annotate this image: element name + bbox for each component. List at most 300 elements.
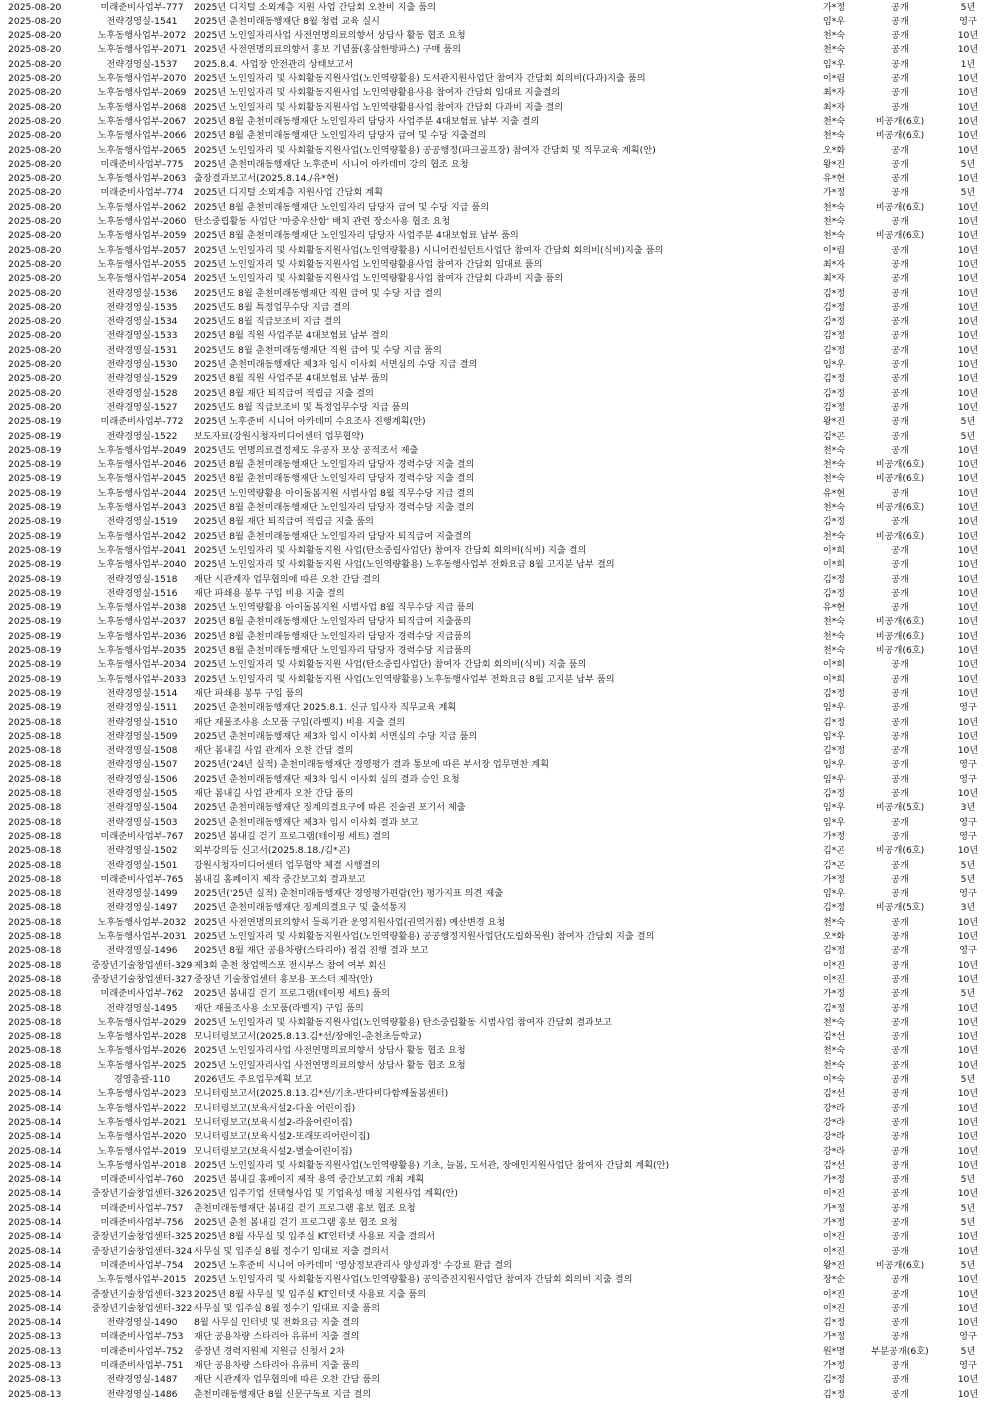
doc-number: 노후동행사업부-2060 — [97, 216, 187, 227]
doc-number: 노후동행사업부-2065 — [97, 144, 187, 156]
doc-retention: 10년 — [957, 716, 979, 728]
doc-title: 2025년 디지털 소외계층 지원사업 간담회 계획 — [194, 187, 383, 199]
table-row — [0, 1359, 1000, 1373]
doc-title: 강원시청자미디어센터 업무협약 체결 시행결의 — [194, 859, 381, 871]
doc-date: 2025-08-18 — [8, 730, 62, 742]
doc-retention: 10년 — [957, 115, 979, 127]
doc-retention: 영구 — [959, 830, 977, 842]
table-row — [0, 1159, 1000, 1173]
doc-title: 2025년 노인일자리 및 사회활동지원사업(노인역량활용) 공공행정지원사업단(도립화목원) 참여자 간담회 지출 결의 — [194, 931, 655, 942]
doc-retention: 10년 — [957, 30, 979, 42]
doc-retention: 5년 — [960, 430, 976, 442]
doc-title: 2025년 노인일자리 및 사회활동지원사업(노인역량활용) 시니어컨설턴트사업단 참여자 간담회 회의비(식비)지출 품의 — [194, 244, 664, 256]
doc-author: 김*정 — [822, 516, 846, 528]
table-row — [0, 1173, 1000, 1187]
doc-number: 중장년기술창업센터-323 — [91, 1288, 193, 1300]
doc-retention: 10년 — [957, 959, 979, 971]
doc-title: 2025년 춘천 봄내길 걷기 프로그램 홍보 협조 요청 — [194, 1217, 398, 1228]
doc-author: 왕*진 — [822, 416, 846, 428]
table-row — [0, 959, 1000, 973]
doc-author: 이*희 — [822, 673, 846, 685]
table-row — [0, 272, 1000, 286]
doc-retention: 5년 — [960, 1217, 976, 1228]
doc-date: 2025-08-19 — [8, 645, 62, 656]
doc-author: 이*희 — [822, 659, 846, 671]
doc-date: 2025-08-18 — [8, 1016, 62, 1028]
doc-date: 2025-08-13 — [8, 1388, 62, 1400]
doc-author: 임*우 — [822, 802, 846, 814]
doc-number: 중장년기술창업센터-325 — [91, 1231, 193, 1243]
doc-number: 전략경영실-1502 — [106, 845, 178, 857]
doc-disclosure: 공개 — [891, 187, 909, 199]
doc-title: 2025년 8월 춘천미래동행재단 노인일자리 담당자 경력수당 지출 결의 — [194, 459, 475, 471]
doc-title: 2025년 8월 재단 공용차량(스타리아) 점검 진행 결과 보고 — [194, 945, 429, 957]
doc-disclosure: 공개 — [891, 587, 909, 599]
doc-disclosure: 공개 — [891, 516, 909, 528]
doc-date: 2025-08-19 — [8, 687, 62, 699]
doc-disclosure: 공개 — [891, 273, 909, 285]
doc-title: 2025년 춘천미래동행재단 제3차 임시 이사회 결과 보고 — [194, 816, 419, 828]
table-row — [0, 430, 1000, 444]
doc-retention: 5년 — [960, 1074, 976, 1085]
doc-author: 김*정 — [822, 788, 846, 799]
doc-author: 천*숙 — [822, 459, 846, 471]
table-row — [0, 129, 1000, 143]
doc-disclosure: 공개 — [891, 316, 909, 328]
doc-author: 천*숙 — [822, 216, 846, 227]
doc-retention: 10년 — [957, 459, 979, 471]
doc-author: 임*우 — [822, 15, 846, 27]
doc-retention: 10년 — [957, 516, 979, 528]
doc-number: 미래준비사업부-762 — [100, 988, 184, 1000]
doc-retention: 10년 — [957, 73, 979, 84]
doc-disclosure: 공개 — [891, 344, 909, 356]
doc-retention: 10년 — [957, 373, 979, 385]
doc-retention: 10년 — [957, 316, 979, 328]
doc-number: 노후동행사업부-2023 — [97, 1088, 187, 1100]
table-row — [0, 558, 1000, 572]
doc-number: 노후동행사업부-2020 — [97, 1131, 187, 1143]
table-row — [0, 844, 1000, 858]
doc-author: 천*숙 — [822, 1059, 846, 1071]
doc-author: 이*진 — [822, 1302, 846, 1314]
doc-retention: 영구 — [959, 816, 977, 828]
table-row — [0, 744, 1000, 758]
doc-title: 재단 봄내길 사업 관계자 오찬 간담 결의 — [194, 745, 354, 757]
doc-title: 모니터링보고(보육시설2-라움어린이집) — [194, 1116, 353, 1128]
doc-disclosure: 공개 — [891, 359, 909, 370]
doc-number: 전략경영실-1510 — [106, 716, 178, 728]
doc-date: 2025-08-13 — [8, 1360, 62, 1371]
doc-date: 2025-08-19 — [8, 416, 62, 428]
doc-title: 사무실 및 입주실 8월 정수기 임대료 지출 결의서 — [194, 1245, 389, 1257]
doc-author: 가*정 — [822, 1202, 846, 1214]
doc-disclosure: 공개 — [891, 973, 909, 985]
table-row — [0, 287, 1000, 301]
doc-title: 출장결과보고서(2025.8.14./유*현) — [194, 173, 339, 185]
doc-disclosure: 공개 — [891, 387, 909, 399]
doc-number: 미래준비사업부-772 — [100, 416, 184, 428]
doc-date: 2025-08-18 — [8, 1002, 62, 1014]
table-row — [0, 72, 1000, 86]
doc-author: 왕*진 — [822, 1259, 846, 1271]
doc-title: 탄소중립활동 사업단 '마중우산함' 배치 관련 장소사용 협조 요청 — [194, 216, 451, 227]
doc-title: 재단 공용차량 스타리아 유류비 지출 품의 — [194, 1360, 360, 1371]
doc-date: 2025-08-13 — [8, 1331, 62, 1343]
doc-title: 2025년 춘천미래동행재단 제3차 임시 이사회 서면심의 수당 지급 결의 — [194, 359, 478, 370]
doc-retention: 10년 — [957, 1388, 979, 1400]
doc-title: 2025년 춘천미래동행재단 8월 청렴 교육 실시 — [194, 15, 380, 27]
table-row — [0, 587, 1000, 601]
doc-title: 춘천미래동행재단 봄내길 걷기 프로그램 홍보 협조 요청 — [194, 1202, 416, 1214]
doc-author: 가*정 — [822, 1, 846, 13]
doc-disclosure: 공개 — [891, 673, 909, 685]
doc-author: 천*숙 — [822, 115, 846, 127]
table-row — [0, 1273, 1000, 1287]
doc-date: 2025-08-14 — [8, 1102, 62, 1114]
doc-retention: 영구 — [959, 15, 977, 27]
doc-number: 노후동행사업부-2059 — [97, 230, 187, 242]
table-row — [0, 1373, 1000, 1387]
doc-title: 재단 재물조사용 소모품(라벨지) 구입 품의 — [194, 1002, 364, 1014]
doc-disclosure: 공개 — [891, 487, 909, 499]
doc-author: 유*현 — [822, 173, 846, 185]
doc-disclosure: 비공개(6호) — [875, 459, 925, 471]
doc-number: 전략경영실-1505 — [106, 788, 178, 799]
doc-retention: 10년 — [957, 344, 979, 356]
doc-title: 2025년 춘천미래동행재단 제3차 임시 이사회 심의 결과 승인 요청 — [194, 773, 460, 785]
doc-retention: 10년 — [957, 973, 979, 985]
doc-title: 2025년 봄내길 걷기 프로그램(테이핑 세트) 결의 — [194, 830, 391, 842]
doc-title: 2025년 노인일자리 및 사회활동지원 사업(탄소중립사업단) 참여자 간담회 회의비(식비) 지출 결의 — [194, 544, 587, 556]
doc-retention: 10년 — [957, 502, 979, 513]
table-row — [0, 301, 1000, 315]
doc-disclosure: 공개 — [891, 1031, 909, 1043]
doc-date: 2025-08-14 — [8, 1116, 62, 1128]
doc-number: 노후동행사업부-2015 — [97, 1274, 187, 1286]
table-row — [0, 859, 1000, 873]
doc-number: 전략경영실-1514 — [106, 687, 178, 699]
doc-date: 2025-08-19 — [8, 430, 62, 442]
doc-disclosure: 비공개(5호) — [875, 902, 925, 914]
doc-retention: 10년 — [957, 616, 979, 628]
doc-retention: 5년 — [960, 158, 976, 170]
doc-disclosure: 비공개(6호) — [875, 530, 925, 542]
doc-title: 2025년 노후준비 시니어 아카데미 수요조사 진행계획(안) — [194, 416, 426, 428]
doc-number: 미래준비사업부-751 — [100, 1360, 184, 1371]
doc-disclosure: 공개 — [891, 916, 909, 928]
doc-retention: 10년 — [957, 1245, 979, 1257]
doc-title: 8월 사무실 인터넷 및 전화요금 지출 결의 — [194, 1317, 360, 1329]
doc-author: 임*우 — [822, 773, 846, 785]
doc-number: 전략경영실-1487 — [106, 1374, 178, 1386]
doc-number: 노후동행사업부-2068 — [97, 101, 187, 113]
table-row — [0, 101, 1000, 115]
doc-title: 외부강의등 신고서(2025.8.18./김*곤) — [194, 845, 351, 857]
doc-date: 2025-08-14 — [8, 1288, 62, 1300]
doc-disclosure: 공개 — [891, 1274, 909, 1286]
doc-date: 2025-08-20 — [8, 173, 62, 185]
doc-date: 2025-08-14 — [8, 1202, 62, 1214]
table-row — [0, 229, 1000, 243]
doc-title: 2025년('25년 실적) 춘천미래동행재단 경영평가편람(안) 평가지표 의견 제출 — [194, 888, 504, 900]
doc-author: 가*정 — [822, 988, 846, 1000]
doc-retention: 10년 — [957, 1031, 979, 1043]
doc-retention: 10년 — [957, 845, 979, 857]
doc-author: 천*숙 — [822, 1016, 846, 1028]
doc-title: 재단 공용차량 스타리아 유류비 지출 결의 — [194, 1331, 360, 1343]
doc-author: 김*정 — [822, 401, 846, 413]
doc-date: 2025-08-19 — [8, 659, 62, 671]
doc-title: 2025년 봄내길 걷기 프로그램(테이핑 세트) 품의 — [194, 988, 391, 1000]
doc-author: 천*숙 — [822, 201, 846, 213]
doc-title: 2025년 노인일자리사업 사전연명의료의향서 상담사 활동 협조 요청 — [194, 30, 466, 42]
doc-number: 노후동행사업부-2041 — [97, 544, 187, 556]
doc-title: 2025년 춘천미래동행재단 징계의결요구 및 출석통지 — [194, 902, 407, 914]
table-row — [0, 987, 1000, 1001]
table-row — [0, 1059, 1000, 1073]
doc-number: 노후동행사업부-2067 — [97, 115, 187, 127]
doc-retention: 10년 — [957, 916, 979, 928]
doc-date: 2025-08-14 — [8, 1259, 62, 1271]
doc-date: 2025-08-18 — [8, 888, 62, 900]
doc-number: 전략경영실-1508 — [106, 745, 178, 757]
doc-number: 전략경영실-1536 — [106, 287, 178, 299]
doc-number: 중장년기술창업센터-326 — [91, 1188, 193, 1200]
doc-author: 김*정 — [822, 330, 846, 342]
doc-date: 2025-08-18 — [8, 859, 62, 871]
doc-author: 가*정 — [822, 830, 846, 842]
doc-retention: 5년 — [960, 1345, 976, 1357]
table-row — [0, 1116, 1000, 1130]
doc-retention: 10년 — [957, 473, 979, 485]
doc-retention: 10년 — [957, 1131, 979, 1143]
doc-date: 2025-08-14 — [8, 1174, 62, 1186]
doc-retention: 5년 — [960, 873, 976, 885]
doc-title: 2025년 8월 춘천미래동행재단 노인일자리 담당자 급여 및 수당 지출결의 — [194, 130, 487, 142]
table-row — [0, 873, 1000, 887]
table-row — [0, 687, 1000, 701]
doc-title: 2025년 8월 직원 사업주분 4대보험료 납부 품의 — [194, 373, 389, 385]
doc-disclosure: 공개 — [891, 830, 909, 842]
table-row — [0, 644, 1000, 658]
doc-retention: 10년 — [957, 273, 979, 285]
doc-title: 2025년 춘천미래동행재단 2025.8.1. 신규 입사자 직무교육 계획 — [194, 702, 457, 714]
doc-retention: 10년 — [957, 1016, 979, 1028]
doc-author: 김*정 — [822, 716, 846, 728]
doc-title: 2025년 노인일자리 및 사회활동지원 사업(노인역량활용) 노후동행사업부 전화요금 8월 고지분 납부 결의 — [194, 559, 615, 571]
doc-title: 2025년 8월 재단 퇴직급여 적립금 지출 결의 — [194, 387, 374, 399]
doc-date: 2025-08-19 — [8, 473, 62, 485]
doc-title: 2025.8.4. 사업장 안전관리 상태보고서 — [194, 58, 354, 70]
doc-number: 노후동행사업부-2019 — [97, 1145, 187, 1157]
doc-disclosure: 공개 — [891, 430, 909, 442]
doc-number: 전략경영실-1535 — [106, 301, 178, 313]
doc-title: 2025년도 8월 춘천미래동행재단 직원 급여 및 수당 지급 품의 — [194, 344, 442, 356]
doc-date: 2025-08-14 — [8, 1231, 62, 1243]
doc-author: 김*정 — [822, 344, 846, 356]
doc-number: 미래준비사업부-774 — [100, 187, 184, 199]
doc-date: 2025-08-19 — [8, 530, 62, 542]
doc-retention: 5년 — [960, 1202, 976, 1214]
table-row — [0, 115, 1000, 129]
doc-retention: 10년 — [957, 287, 979, 299]
doc-author: 강*라 — [822, 1145, 846, 1157]
doc-title: 2025년('24년 실적) 춘천미래동행재단 경영평가 결과 통보에 따른 부서장 업무면찬 계획 — [194, 759, 550, 771]
doc-disclosure: 공개 — [891, 544, 909, 556]
doc-author: 이*진 — [822, 1245, 846, 1257]
doc-retention: 10년 — [957, 1145, 979, 1157]
doc-author: 김*정 — [822, 902, 846, 914]
doc-title: 중장년 기술창업센터 홍보용 포스터 제작(안) — [194, 973, 373, 985]
doc-disclosure: 공개 — [891, 1002, 909, 1014]
doc-number: 노후동행사업부-2022 — [97, 1102, 187, 1114]
table-row — [0, 1145, 1000, 1159]
doc-disclosure: 비공개(6호) — [875, 473, 925, 485]
table-row — [0, 1087, 1000, 1101]
doc-title: 2025년 8월 춘천미래동행재단 노인일자리 담당자 퇴직급여 지출품의 — [194, 616, 472, 628]
doc-disclosure: 공개 — [891, 158, 909, 170]
doc-title: 재단 재물조사용 소모품 구입(라벨지) 비용 지출 결의 — [194, 716, 406, 728]
doc-retention: 5년 — [960, 859, 976, 871]
doc-date: 2025-08-19 — [8, 559, 62, 571]
doc-date: 2025-08-19 — [8, 630, 62, 642]
doc-date: 2025-08-19 — [8, 444, 62, 456]
doc-date: 2025-08-20 — [8, 87, 62, 99]
doc-retention: 10년 — [957, 788, 979, 799]
doc-author: 이*진 — [822, 1231, 846, 1243]
doc-retention: 10년 — [957, 587, 979, 599]
doc-title: 모니터링보고(보육시설2-또래또리어린이집) — [194, 1131, 371, 1143]
doc-author: 김*선 — [822, 1159, 846, 1171]
doc-date: 2025-08-18 — [8, 945, 62, 957]
doc-title: 2025년도 8월 직급보조비 및 특정업무수당 지급 품의 — [194, 401, 410, 413]
doc-title: 2025년 사전연명의료의향서 홍보 기념품(홍삼한방파스) 구매 품의 — [194, 44, 462, 56]
doc-number: 노후동행사업부-2062 — [97, 201, 187, 213]
doc-retention: 10년 — [957, 387, 979, 399]
table-row — [0, 1044, 1000, 1058]
doc-disclosure: 공개 — [891, 1145, 909, 1157]
doc-author: 이*희 — [822, 559, 846, 571]
doc-disclosure: 공개 — [891, 1116, 909, 1128]
doc-title: 2025년 노인일자리 및 사회활동지원사업(노인역량활용) 공익증진지원사업단 참여자 간담회 회의비 지출 결의 — [194, 1274, 633, 1286]
table-row — [0, 158, 1000, 172]
doc-author: 이*숙 — [822, 1074, 846, 1085]
table-row — [0, 716, 1000, 730]
doc-author: 김*정 — [822, 587, 846, 599]
doc-retention: 10년 — [957, 1045, 979, 1057]
doc-author: 김*정 — [822, 573, 846, 585]
table-row — [0, 1187, 1000, 1201]
table-row — [0, 758, 1000, 772]
doc-number: 노후동행사업부-2034 — [97, 659, 187, 671]
doc-date: 2025-08-13 — [8, 1345, 62, 1357]
doc-title: 봄내길 홈페이지 제작 중간보고회 결과보고 — [194, 873, 366, 885]
doc-number: 전략경영실-1503 — [106, 816, 178, 828]
doc-number: 노후동행사업부-2040 — [97, 559, 187, 571]
doc-date: 2025-08-19 — [8, 673, 62, 685]
doc-number: 전략경영실-1497 — [106, 902, 178, 914]
doc-disclosure: 공개 — [891, 1317, 909, 1329]
doc-date: 2025-08-19 — [8, 573, 62, 585]
doc-date: 2025-08-19 — [8, 502, 62, 513]
doc-date: 2025-08-20 — [8, 301, 62, 313]
doc-title: 2025년 봄내길 홈페이지 제작 용역 중간보고회 개최 계획 — [194, 1174, 425, 1186]
doc-disclosure: 공개 — [891, 216, 909, 227]
doc-author: 이*진 — [822, 959, 846, 971]
doc-number: 노후동행사업부-2072 — [97, 30, 187, 42]
doc-number: 노후동행사업부-2043 — [97, 502, 187, 513]
doc-author: 가*정 — [822, 1217, 846, 1228]
doc-disclosure: 공개 — [891, 330, 909, 342]
doc-disclosure: 공개 — [891, 1302, 909, 1314]
doc-disclosure: 공개 — [891, 401, 909, 413]
doc-number: 미래준비사업부-752 — [100, 1345, 184, 1357]
doc-author: 임*우 — [822, 730, 846, 742]
doc-disclosure: 공개 — [891, 945, 909, 957]
doc-author: 강*라 — [822, 1116, 846, 1128]
table-row — [0, 787, 1000, 801]
doc-date: 2025-08-20 — [8, 130, 62, 142]
doc-number: 전략경영실-1537 — [106, 58, 178, 70]
doc-disclosure: 비공개(6호) — [875, 130, 925, 142]
doc-number: 노후동행사업부-2032 — [97, 916, 187, 928]
doc-title: 2025년 춘천미래동행재단 노후준비 시니어 아카데미 강의 협조 요청 — [194, 158, 469, 170]
doc-disclosure: 공개 — [891, 1202, 909, 1214]
doc-retention: 10년 — [957, 1159, 979, 1171]
doc-number: 노후동행사업부-2066 — [97, 130, 187, 142]
table-row — [0, 1330, 1000, 1344]
doc-number: 노후동행사업부-2054 — [97, 273, 187, 285]
doc-number: 노후동행사업부-2071 — [97, 44, 187, 56]
doc-number: 노후동행사업부-2044 — [97, 487, 187, 499]
doc-author: 강*라 — [822, 1131, 846, 1143]
doc-retention: 10년 — [957, 730, 979, 742]
doc-title: 2025년 8월 춘천미래동행재단 노인일자리 담당자 급여 및 수당 지급 품의 — [194, 201, 490, 213]
doc-number: 미래준비사업부-775 — [100, 158, 184, 170]
doc-author: 천*숙 — [822, 1045, 846, 1057]
doc-disclosure: 공개 — [891, 58, 909, 70]
doc-author: 천*숙 — [822, 30, 846, 42]
table-row — [0, 215, 1000, 229]
doc-number: 미래준비사업부-753 — [100, 1331, 184, 1343]
doc-date: 2025-08-20 — [8, 359, 62, 370]
table-row — [0, 1288, 1000, 1302]
doc-number: 노후동행사업부-2029 — [97, 1016, 187, 1028]
doc-retention: 영구 — [959, 888, 977, 900]
doc-retention: 10년 — [957, 559, 979, 571]
doc-retention: 10년 — [957, 1188, 979, 1200]
doc-title: 2025년 노인일자리 및 사회활동지원사업(노인역량활용) 공공행정(파크골프장) 참여자 간담회 및 직무교육 계획(안) — [194, 144, 656, 156]
doc-retention: 10년 — [957, 301, 979, 313]
table-row — [0, 1, 1000, 15]
doc-retention: 10년 — [957, 1088, 979, 1100]
doc-date: 2025-08-14 — [8, 1145, 62, 1157]
table-row — [0, 487, 1000, 501]
doc-date: 2025-08-20 — [8, 373, 62, 385]
doc-retention: 10년 — [957, 1059, 979, 1071]
doc-number: 노후동행사업부-2055 — [97, 258, 187, 270]
doc-number: 노후동행사업부-2025 — [97, 1059, 187, 1071]
doc-retention: 10년 — [957, 602, 979, 614]
doc-disclosure: 공개 — [891, 1374, 909, 1386]
table-row — [0, 973, 1000, 987]
doc-date: 2025-08-14 — [8, 1302, 62, 1314]
doc-disclosure: 공개 — [891, 559, 909, 571]
doc-number: 전략경영실-1501 — [106, 859, 178, 871]
doc-disclosure: 공개 — [891, 1388, 909, 1400]
doc-title: 2025년 노인일자리 및 사회활동지원사업(노인역량활용) 도서관지원사업단 참여자 간담회 회의비(다과)지출 품의 — [194, 73, 646, 84]
